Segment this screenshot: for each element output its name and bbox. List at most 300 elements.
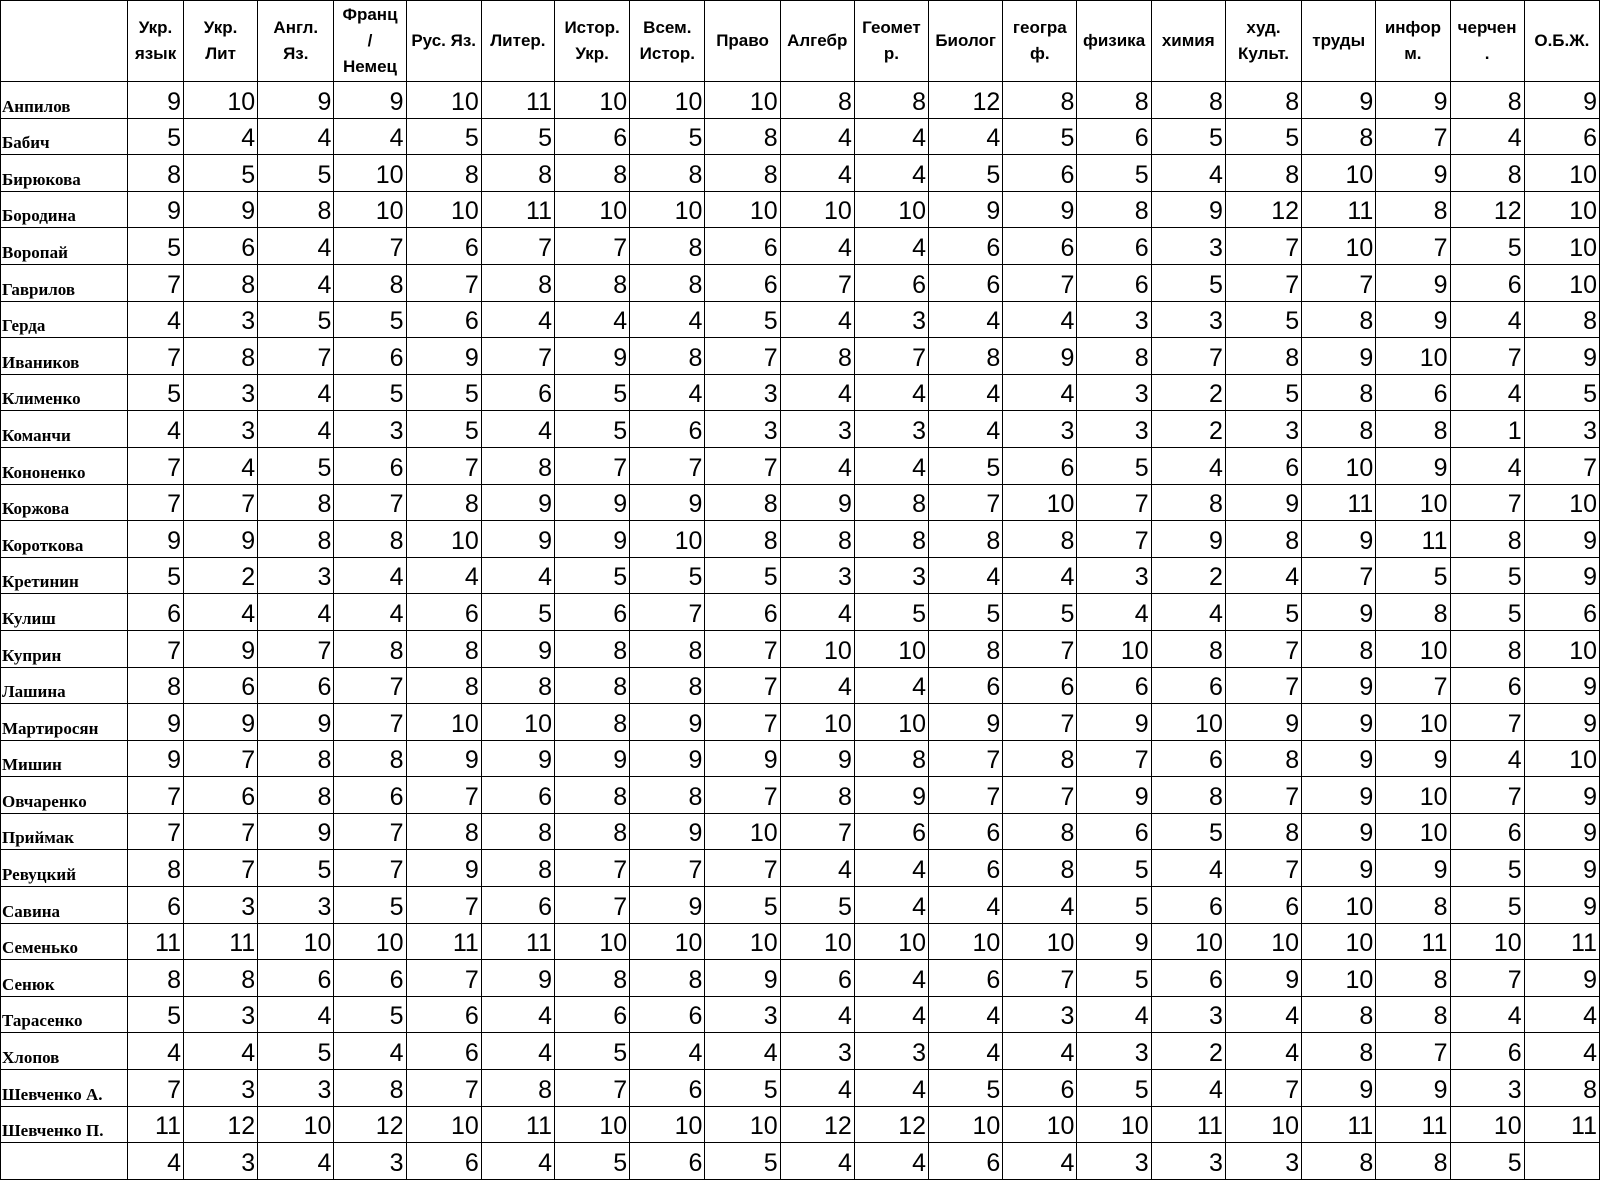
grade-cell[interactable]: 7: [705, 447, 780, 484]
grade-cell[interactable]: 6: [1003, 447, 1077, 484]
grade-cell[interactable]: 10: [1524, 264, 1599, 301]
grade-cell[interactable]: 9: [1302, 667, 1376, 704]
grade-cell[interactable]: 3: [1151, 228, 1225, 265]
student-name-cell[interactable]: [1, 1143, 128, 1180]
grade-cell[interactable]: 11: [128, 1106, 184, 1143]
grade-cell[interactable]: 10: [1524, 228, 1599, 265]
grade-cell[interactable]: 8: [630, 264, 705, 301]
grade-cell[interactable]: 6: [1077, 264, 1151, 301]
grade-cell[interactable]: 9: [183, 630, 257, 667]
grade-cell[interactable]: 5: [929, 447, 1003, 484]
grade-cell[interactable]: 4: [258, 1143, 334, 1180]
grade-cell[interactable]: 8: [1302, 411, 1376, 448]
grade-cell[interactable]: 5: [929, 1070, 1003, 1107]
grade-cell[interactable]: 7: [1376, 228, 1450, 265]
grade-cell[interactable]: 9: [630, 704, 705, 741]
grade-cell[interactable]: 7: [334, 484, 406, 521]
grade-cell[interactable]: 9: [554, 521, 629, 558]
grade-cell[interactable]: 8: [1077, 82, 1151, 119]
grade-cell[interactable]: 7: [334, 850, 406, 887]
grade-cell[interactable]: 4: [780, 1070, 854, 1107]
grade-cell[interactable]: 8: [334, 630, 406, 667]
grade-cell[interactable]: 4: [780, 374, 854, 411]
grade-cell[interactable]: 4: [1450, 447, 1524, 484]
grade-cell[interactable]: 4: [780, 850, 854, 887]
grade-cell[interactable]: 8: [929, 521, 1003, 558]
grade-cell[interactable]: 10: [630, 191, 705, 228]
grade-cell[interactable]: 8: [554, 155, 629, 192]
grade-cell[interactable]: 9: [183, 191, 257, 228]
grade-cell[interactable]: 9: [1524, 338, 1599, 375]
grade-cell[interactable]: 10: [1302, 228, 1376, 265]
grade-cell[interactable]: 3: [1151, 996, 1225, 1033]
grade-cell[interactable]: 8: [334, 264, 406, 301]
grade-cell[interactable]: 4: [854, 1143, 928, 1180]
grade-cell[interactable]: 10: [1302, 887, 1376, 924]
student-name-cell[interactable]: Мартиросян: [1, 704, 128, 741]
grade-cell[interactable]: 5: [1450, 557, 1524, 594]
grade-cell[interactable]: 8: [1450, 521, 1524, 558]
grade-cell[interactable]: 3: [1003, 411, 1077, 448]
grade-cell[interactable]: 11: [481, 1106, 554, 1143]
grade-cell[interactable]: 4: [183, 118, 257, 155]
grade-cell[interactable]: 3: [334, 1143, 406, 1180]
grade-cell[interactable]: 8: [406, 155, 481, 192]
grade-cell[interactable]: 9: [1376, 850, 1450, 887]
grade-cell[interactable]: 7: [1524, 447, 1599, 484]
grade-cell[interactable]: 6: [929, 228, 1003, 265]
grade-cell[interactable]: 4: [334, 1033, 406, 1070]
grade-cell[interactable]: 3: [854, 411, 928, 448]
grade-cell[interactable]: 5: [1450, 594, 1524, 631]
grade-cell[interactable]: 8: [481, 1070, 554, 1107]
grade-cell[interactable]: 5: [1225, 374, 1301, 411]
grade-cell[interactable]: 7: [481, 228, 554, 265]
grade-cell[interactable]: 9: [1077, 923, 1151, 960]
grade-cell[interactable]: 8: [1376, 996, 1450, 1033]
grade-cell[interactable]: 8: [128, 850, 184, 887]
grade-cell[interactable]: 8: [929, 338, 1003, 375]
grade-cell[interactable]: 7: [1450, 960, 1524, 997]
grade-cell[interactable]: 8: [1225, 338, 1301, 375]
grade-cell[interactable]: 10: [554, 82, 629, 119]
grade-cell[interactable]: 8: [406, 667, 481, 704]
grade-cell[interactable]: 9: [1376, 1070, 1450, 1107]
grade-cell[interactable]: 1: [1450, 411, 1524, 448]
grade-cell[interactable]: 9: [406, 850, 481, 887]
grade-cell[interactable]: 5: [554, 557, 629, 594]
grade-cell[interactable]: 7: [854, 338, 928, 375]
grade-cell[interactable]: 10: [183, 82, 257, 119]
grade-cell[interactable]: 5: [258, 850, 334, 887]
grade-cell[interactable]: 5: [929, 155, 1003, 192]
grade-cell[interactable]: 6: [705, 264, 780, 301]
grade-cell[interactable]: 3: [258, 1070, 334, 1107]
grade-cell[interactable]: 5: [334, 301, 406, 338]
grade-cell[interactable]: 8: [481, 155, 554, 192]
grade-cell[interactable]: 9: [1003, 338, 1077, 375]
grade-cell[interactable]: 7: [705, 850, 780, 887]
grade-cell[interactable]: 10: [705, 82, 780, 119]
grade-cell[interactable]: 9: [705, 960, 780, 997]
grade-cell[interactable]: 8: [1151, 484, 1225, 521]
grade-cell[interactable]: 10: [1077, 630, 1151, 667]
grade-cell[interactable]: 10: [406, 704, 481, 741]
grade-cell[interactable]: 5: [705, 887, 780, 924]
grade-cell[interactable]: 8: [334, 740, 406, 777]
grade-cell[interactable]: 9: [1302, 813, 1376, 850]
grade-cell[interactable]: 7: [630, 850, 705, 887]
grade-cell[interactable]: 7: [406, 447, 481, 484]
grade-cell[interactable]: 4: [334, 594, 406, 631]
grade-cell[interactable]: 9: [1524, 850, 1599, 887]
grade-cell[interactable]: 8: [630, 155, 705, 192]
grade-cell[interactable]: 10: [1003, 923, 1077, 960]
grade-cell[interactable]: 9: [1376, 264, 1450, 301]
grade-cell[interactable]: 6: [1450, 264, 1524, 301]
student-name-cell[interactable]: Команчи: [1, 411, 128, 448]
grade-cell[interactable]: 9: [1524, 887, 1599, 924]
student-name-cell[interactable]: Кононенко: [1, 447, 128, 484]
grade-cell[interactable]: 7: [1225, 777, 1301, 814]
grade-cell[interactable]: 4: [854, 887, 928, 924]
grade-cell[interactable]: 12: [780, 1106, 854, 1143]
grade-cell[interactable]: 2: [183, 557, 257, 594]
grade-cell[interactable]: 4: [183, 1033, 257, 1070]
grade-cell[interactable]: 5: [406, 118, 481, 155]
grade-cell[interactable]: 3: [258, 557, 334, 594]
grade-cell[interactable]: 9: [554, 338, 629, 375]
grade-cell[interactable]: 9: [1376, 301, 1450, 338]
grade-cell[interactable]: 6: [128, 594, 184, 631]
grade-cell[interactable]: 3: [1003, 996, 1077, 1033]
grade-cell[interactable]: 5: [1151, 813, 1225, 850]
grade-cell[interactable]: 10: [780, 704, 854, 741]
grade-cell[interactable]: 5: [1225, 301, 1301, 338]
grade-cell[interactable]: 5: [630, 557, 705, 594]
student-name-cell[interactable]: Анпилов: [1, 82, 128, 119]
grade-cell[interactable]: 5: [183, 155, 257, 192]
grade-cell[interactable]: 9: [554, 740, 629, 777]
grade-cell[interactable]: 7: [334, 704, 406, 741]
grade-cell[interactable]: 5: [128, 374, 184, 411]
grade-cell[interactable]: 4: [258, 264, 334, 301]
grade-cell[interactable]: 9: [258, 813, 334, 850]
grade-cell[interactable]: 6: [1524, 118, 1599, 155]
grade-cell[interactable]: 7: [1225, 667, 1301, 704]
grade-cell[interactable]: 4: [481, 557, 554, 594]
grade-cell[interactable]: 9: [481, 521, 554, 558]
grade-cell[interactable]: 4: [630, 374, 705, 411]
grade-cell[interactable]: 8: [854, 740, 928, 777]
grade-cell[interactable]: 11: [1376, 923, 1450, 960]
grade-cell[interactable]: 9: [481, 740, 554, 777]
grade-cell[interactable]: 9: [128, 521, 184, 558]
grade-cell[interactable]: 10: [630, 82, 705, 119]
grade-cell[interactable]: 8: [258, 521, 334, 558]
grade-cell[interactable]: 9: [481, 960, 554, 997]
grade-cell[interactable]: 7: [1151, 338, 1225, 375]
grade-cell[interactable]: 9: [1524, 667, 1599, 704]
grade-cell[interactable]: 7: [183, 850, 257, 887]
grade-cell[interactable]: 7: [1077, 521, 1151, 558]
grade-cell[interactable]: 7: [705, 704, 780, 741]
grade-cell[interactable]: 8: [1524, 301, 1599, 338]
grade-cell[interactable]: 4: [1225, 1033, 1301, 1070]
grade-cell[interactable]: 5: [929, 594, 1003, 631]
grade-cell[interactable]: 9: [1302, 521, 1376, 558]
grade-cell[interactable]: 7: [406, 777, 481, 814]
grade-cell[interactable]: 3: [1077, 411, 1151, 448]
grade-cell[interactable]: 5: [1077, 887, 1151, 924]
grade-cell[interactable]: 9: [1077, 704, 1151, 741]
grade-cell[interactable]: 5: [1077, 1070, 1151, 1107]
grade-cell[interactable]: 3: [334, 411, 406, 448]
grade-cell[interactable]: 8: [630, 777, 705, 814]
grade-cell[interactable]: 4: [630, 1033, 705, 1070]
grade-cell[interactable]: 10: [705, 191, 780, 228]
grade-cell[interactable]: 2: [1151, 557, 1225, 594]
grade-cell[interactable]: 7: [481, 338, 554, 375]
grade-cell[interactable]: 3: [183, 411, 257, 448]
grade-cell[interactable]: 3: [1077, 1033, 1151, 1070]
grade-cell[interactable]: 3: [705, 374, 780, 411]
grade-cell[interactable]: 8: [854, 484, 928, 521]
grade-cell[interactable]: 9: [1302, 740, 1376, 777]
grade-cell[interactable]: 5: [554, 1033, 629, 1070]
grade-cell[interactable]: 7: [1225, 630, 1301, 667]
grade-cell[interactable]: 4: [1225, 996, 1301, 1033]
grade-cell[interactable]: 9: [128, 82, 184, 119]
grade-cell[interactable]: 4: [128, 1033, 184, 1070]
grade-cell[interactable]: 3: [1524, 411, 1599, 448]
grade-cell[interactable]: 7: [1077, 740, 1151, 777]
grade-cell[interactable]: 5: [128, 118, 184, 155]
grade-cell[interactable]: 6: [1003, 667, 1077, 704]
grade-cell[interactable]: 6: [630, 1070, 705, 1107]
grade-cell[interactable]: 4: [854, 118, 928, 155]
grade-cell[interactable]: 5: [554, 374, 629, 411]
grade-cell[interactable]: 4: [854, 228, 928, 265]
grade-cell[interactable]: 4: [183, 594, 257, 631]
grade-cell[interactable]: 4: [780, 228, 854, 265]
grade-cell[interactable]: 10: [780, 923, 854, 960]
grade-cell[interactable]: 7: [1302, 264, 1376, 301]
grade-cell[interactable]: 3: [1077, 1143, 1151, 1180]
grade-cell[interactable]: 7: [705, 667, 780, 704]
grade-cell[interactable]: 6: [705, 594, 780, 631]
grade-cell[interactable]: 7: [183, 484, 257, 521]
grade-cell[interactable]: 10: [854, 630, 928, 667]
grade-cell[interactable]: 7: [1225, 264, 1301, 301]
grade-cell[interactable]: 11: [1524, 1106, 1599, 1143]
grade-cell[interactable]: 7: [780, 813, 854, 850]
grade-cell[interactable]: 9: [630, 740, 705, 777]
grade-cell[interactable]: 9: [1302, 338, 1376, 375]
grade-cell[interactable]: 8: [780, 777, 854, 814]
grade-cell[interactable]: 6: [406, 594, 481, 631]
grade-cell[interactable]: 4: [554, 301, 629, 338]
grade-cell[interactable]: 8: [1003, 740, 1077, 777]
student-name-cell[interactable]: Куприн: [1, 630, 128, 667]
grade-cell[interactable]: 6: [554, 594, 629, 631]
grade-cell[interactable]: 5: [1450, 228, 1524, 265]
grade-cell[interactable]: 7: [1003, 630, 1077, 667]
grade-cell[interactable]: 7: [705, 338, 780, 375]
grade-cell[interactable]: 6: [481, 374, 554, 411]
grade-cell[interactable]: 4: [1225, 557, 1301, 594]
grade-cell[interactable]: 9: [1225, 484, 1301, 521]
grade-cell[interactable]: 8: [554, 667, 629, 704]
grade-cell[interactable]: 7: [128, 484, 184, 521]
grade-cell[interactable]: 4: [1450, 996, 1524, 1033]
grade-cell[interactable]: 7: [1376, 1033, 1450, 1070]
grade-cell[interactable]: 10: [406, 82, 481, 119]
grade-cell[interactable]: 3: [780, 557, 854, 594]
grade-cell[interactable]: 4: [481, 1033, 554, 1070]
grade-cell[interactable]: 7: [334, 228, 406, 265]
grade-cell[interactable]: 9: [929, 704, 1003, 741]
grade-cell[interactable]: 6: [1225, 887, 1301, 924]
grade-cell[interactable]: 7: [1450, 484, 1524, 521]
grade-cell[interactable]: 12: [854, 1106, 928, 1143]
grade-cell[interactable]: 5: [258, 1033, 334, 1070]
grade-cell[interactable]: 6: [334, 447, 406, 484]
grade-cell[interactable]: 5: [1003, 118, 1077, 155]
grade-cell[interactable]: 8: [854, 521, 928, 558]
grade-cell[interactable]: 5: [406, 411, 481, 448]
grade-cell[interactable]: 7: [128, 338, 184, 375]
grade-cell[interactable]: 8: [258, 777, 334, 814]
grade-cell[interactable]: 7: [929, 777, 1003, 814]
student-name-cell[interactable]: Ревуцкий: [1, 850, 128, 887]
grade-cell[interactable]: 3: [258, 887, 334, 924]
grade-cell[interactable]: 4: [1003, 301, 1077, 338]
grade-cell[interactable]: 5: [128, 996, 184, 1033]
grade-cell[interactable]: 6: [929, 667, 1003, 704]
grade-cell[interactable]: 6: [334, 338, 406, 375]
student-name-cell[interactable]: Клименко: [1, 374, 128, 411]
grade-cell[interactable]: 5: [1450, 887, 1524, 924]
grade-cell[interactable]: 8: [406, 813, 481, 850]
grade-cell[interactable]: 7: [1225, 850, 1301, 887]
grade-cell[interactable]: 4: [481, 996, 554, 1033]
grade-cell[interactable]: 5: [630, 118, 705, 155]
grade-cell[interactable]: 9: [128, 191, 184, 228]
grade-cell[interactable]: 4: [1524, 996, 1599, 1033]
grade-cell[interactable]: 7: [630, 594, 705, 631]
grade-cell[interactable]: 7: [128, 447, 184, 484]
grade-cell[interactable]: 6: [554, 118, 629, 155]
grade-cell[interactable]: 10: [554, 1106, 629, 1143]
grade-cell[interactable]: 4: [780, 996, 854, 1033]
grade-cell[interactable]: 3: [780, 1033, 854, 1070]
grade-cell[interactable]: 3: [1077, 374, 1151, 411]
grade-cell[interactable]: 7: [128, 264, 184, 301]
grade-cell[interactable]: 6: [406, 996, 481, 1033]
grade-cell[interactable]: 4: [258, 118, 334, 155]
student-name-cell[interactable]: Бородина: [1, 191, 128, 228]
grade-cell[interactable]: 8: [1003, 82, 1077, 119]
student-name-cell[interactable]: Лашина: [1, 667, 128, 704]
grade-cell[interactable]: 11: [481, 191, 554, 228]
grade-cell[interactable]: 8: [929, 630, 1003, 667]
grade-cell[interactable]: 3: [183, 301, 257, 338]
grade-cell[interactable]: 6: [481, 887, 554, 924]
grade-cell[interactable]: 4: [1003, 1033, 1077, 1070]
grade-cell[interactable]: 4: [929, 996, 1003, 1033]
grade-cell[interactable]: 8: [406, 484, 481, 521]
grade-cell[interactable]: 4: [183, 447, 257, 484]
grade-cell[interactable]: 10: [929, 1106, 1003, 1143]
grade-cell[interactable]: 9: [1003, 191, 1077, 228]
grade-cell[interactable]: 4: [258, 228, 334, 265]
grade-cell[interactable]: 9: [128, 740, 184, 777]
grade-cell[interactable]: 8: [128, 155, 184, 192]
grade-cell[interactable]: 5: [1077, 155, 1151, 192]
grade-cell[interactable]: 11: [1376, 521, 1450, 558]
grade-cell[interactable]: 7: [1003, 264, 1077, 301]
grade-cell[interactable]: 4: [929, 301, 1003, 338]
grade-cell[interactable]: 8: [554, 630, 629, 667]
grade-cell[interactable]: 8: [630, 228, 705, 265]
grade-cell[interactable]: 6: [929, 813, 1003, 850]
student-name-cell[interactable]: Воропай: [1, 228, 128, 265]
grade-cell[interactable]: 5: [705, 1143, 780, 1180]
grade-cell[interactable]: 9: [481, 484, 554, 521]
grade-cell[interactable]: 8: [780, 338, 854, 375]
grade-cell[interactable]: 9: [128, 704, 184, 741]
grade-cell[interactable]: 3: [183, 996, 257, 1033]
grade-cell[interactable]: 9: [1151, 521, 1225, 558]
student-name-cell[interactable]: Савина: [1, 887, 128, 924]
student-name-cell[interactable]: Кулиш: [1, 594, 128, 631]
grade-cell[interactable]: 10: [554, 923, 629, 960]
grade-cell[interactable]: 6: [334, 960, 406, 997]
grade-cell[interactable]: 7: [554, 228, 629, 265]
grade-cell[interactable]: 9: [630, 813, 705, 850]
grade-cell[interactable]: 3: [1077, 301, 1151, 338]
grade-cell[interactable]: 10: [1003, 1106, 1077, 1143]
grade-cell[interactable]: [1524, 1143, 1599, 1180]
grade-cell[interactable]: 8: [1302, 1033, 1376, 1070]
grade-cell[interactable]: 10: [481, 704, 554, 741]
grade-cell[interactable]: 8: [258, 740, 334, 777]
grade-cell[interactable]: 5: [481, 594, 554, 631]
grade-cell[interactable]: 4: [929, 118, 1003, 155]
grade-cell[interactable]: 12: [334, 1106, 406, 1143]
grade-cell[interactable]: 5: [1450, 1143, 1524, 1180]
grade-cell[interactable]: 10: [258, 1106, 334, 1143]
grade-cell[interactable]: 8: [1077, 338, 1151, 375]
grade-cell[interactable]: 8: [705, 521, 780, 558]
grade-cell[interactable]: 5: [258, 155, 334, 192]
grade-cell[interactable]: 6: [630, 996, 705, 1033]
grade-cell[interactable]: 7: [705, 777, 780, 814]
grade-cell[interactable]: 5: [1376, 557, 1450, 594]
grade-cell[interactable]: 9: [1225, 704, 1301, 741]
grade-cell[interactable]: 9: [1524, 704, 1599, 741]
student-name-cell[interactable]: Шевченко А.: [1, 1070, 128, 1107]
grade-cell[interactable]: 10: [406, 191, 481, 228]
grade-cell[interactable]: 5: [554, 411, 629, 448]
grade-cell[interactable]: 9: [1524, 777, 1599, 814]
grade-cell[interactable]: 9: [481, 630, 554, 667]
grade-cell[interactable]: 10: [1302, 447, 1376, 484]
grade-cell[interactable]: 10: [854, 704, 928, 741]
grade-cell[interactable]: 6: [406, 228, 481, 265]
grade-cell[interactable]: 10: [630, 1106, 705, 1143]
